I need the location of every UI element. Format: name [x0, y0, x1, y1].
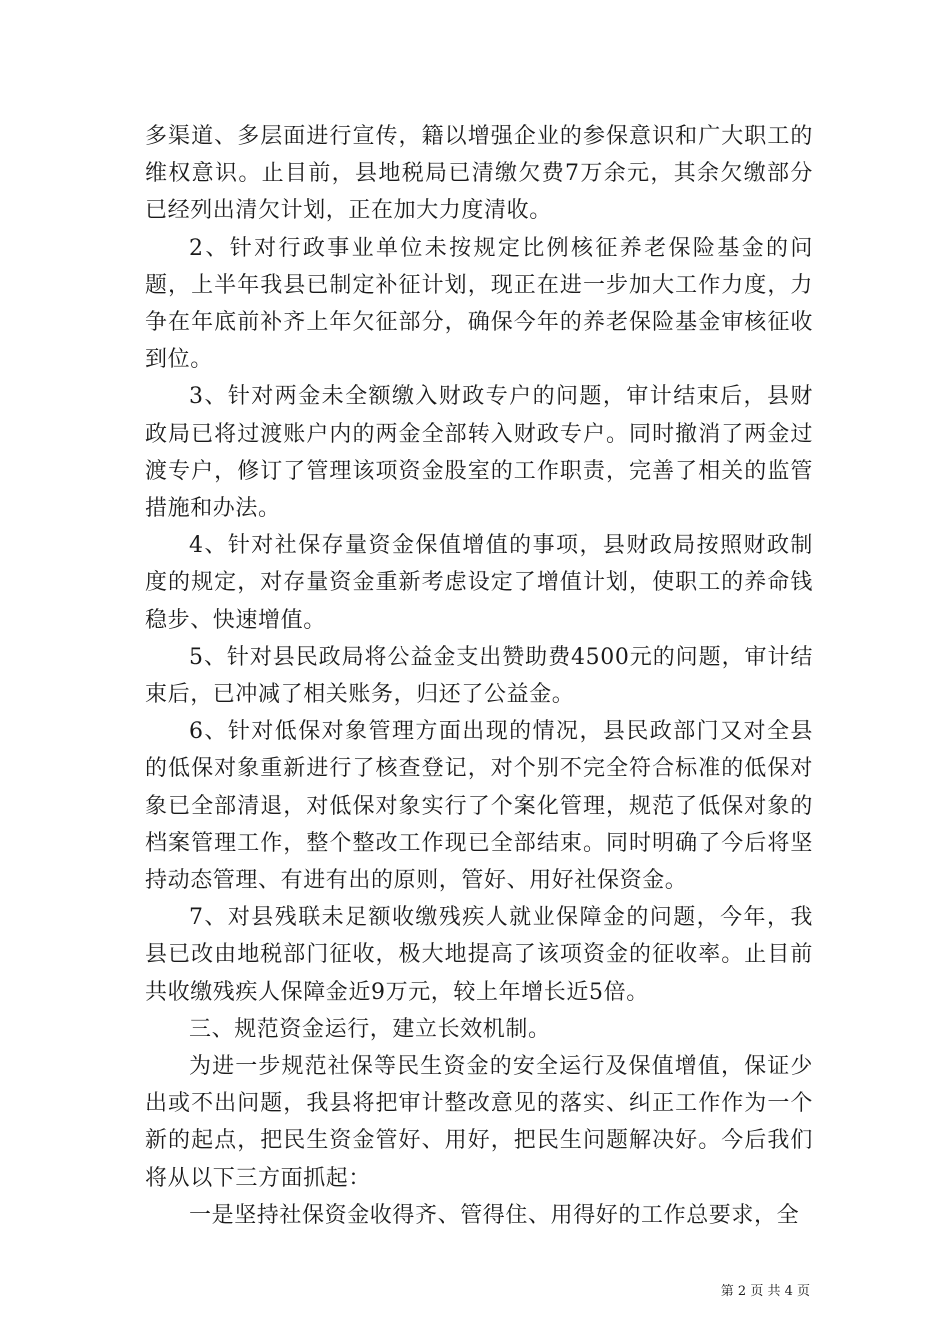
paragraph-4: 4、针对社保存量资金保值增值的事项，县财政局按照财政制度的规定，对存量资金重新考虑设定了增值计划，使职工的养命钱稳步、快速增值。 — [145, 533, 813, 633]
paragraph-5: 5、针对县民政局将公益金支出赞助费4500元的问题，审计结束后，已冲减了相关账务，归还了公益金。 — [145, 644, 813, 708]
paragraph-7: 7、对县残联未足额收缴残疾人就业保障金的问题，今年，我县已改由地税部门征收，极大地提高了该项资金的征收率。止目前共收缴残疾人保障金近9万元，较上年增长近5倍。 — [145, 905, 813, 1005]
section-heading: 三、规范资金运行，建立长效机制。 — [189, 1016, 551, 1042]
paragraph-9: 为进一步规范社保等民生资金的安全运行及保值增值，保证少出或不出问题，我县将把审计整改意见的落实、纠正工作作为一个新的起点，把民生资金管好、用好，把民生问题解决好。今后我们将从以下三方面抓起： — [145, 1054, 813, 1191]
paragraph-1: 多渠道、多层面进行宣传，籍以增强企业的参保意识和广大职工的维权意识。止目前，县地税局已清缴欠费7万余元，其余欠缴部分已经列出清欠计划，正在加大力度清收。 — [145, 124, 813, 224]
paragraph-2: 2、针对行政事业单位未按规定比例核征养老保险基金的问题，上半年我县已制定补征计划，现正在进一步加大工作力度，力争在年底前补齐上年欠征部分，确保今年的养老保险基金审核征收到位。 — [145, 235, 813, 373]
paragraph-6: 6、针对低保对象管理方面出现的情况，县民政部门又对全县的低保对象重新进行了核查登记，对个别不完全符合标准的低保对象已全部清退，对低保对象实行了个案化管理，规范了低保对象的档案管理工作，整个整改工作现已全部结束。同时明确了今后将坚持动态管理、有进有出的原则，管好、用好社保资金。 — [145, 719, 813, 894]
paragraph-3: 3、针对两金未全额缴入财政专户的问题，审计结束后，县财政局已将过渡账户内的两金全部转入财政专户。同时撤消了两金过渡专户，修订了管理该项资金股室的工作职责，完善了相关的监管措施和办法。 — [145, 384, 813, 522]
paragraph-10: 一是坚持社保资金收得齐、管得住、用得好的工作总要求，全 — [189, 1202, 800, 1228]
document-body — [145, 118, 813, 1234]
page-number: 第 2 页 共 4 页 — [720, 1284, 810, 1299]
